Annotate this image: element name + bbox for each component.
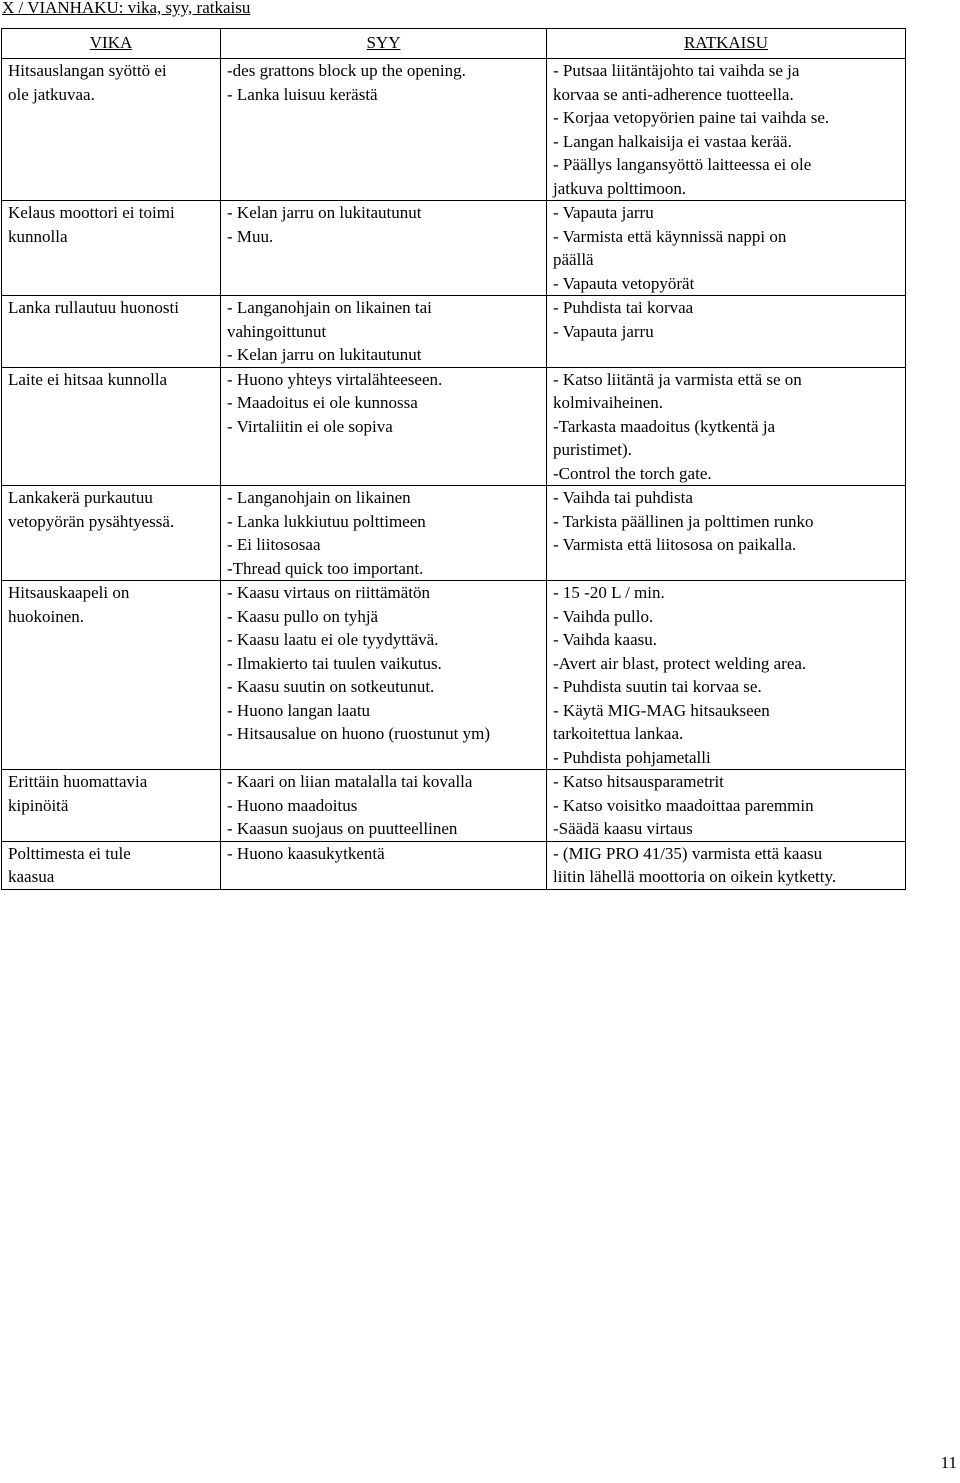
ratkaisu-cell <box>547 59 906 201</box>
ratkaisu-line: - Varmista että käynnissä nappi on <box>553 226 787 246</box>
ratkaisu-line: -Säädä kaasu virtaus <box>553 819 693 838</box>
column-header-ratkaisu: RATKAISU <box>547 29 906 59</box>
syy-line: - Lanka luisuu kerästä <box>227 84 378 104</box>
ratkaisu-line: - (MIG PRO 41/35) varmista että kaasu <box>553 843 823 863</box>
ratkaisu-line: - Vapauta vetopyörät <box>553 273 695 293</box>
ratkaisu-line: - Puhdista suutin tai korvaa se. <box>553 677 762 696</box>
syy-cell <box>221 770 547 842</box>
ratkaisu-cell <box>547 296 906 368</box>
ratkaisu-line: - Puhdista tai korvaa <box>553 298 694 317</box>
vika-line: Polttimesta ei tule <box>8 843 131 863</box>
vika-cell <box>2 581 221 770</box>
syy-line: - Ei liitososaa <box>227 535 321 554</box>
ratkaisu-line: - Päällys langansyöttö laitteessa ei ole <box>553 155 812 174</box>
table-row <box>2 581 906 770</box>
vika-cell <box>2 296 221 368</box>
vika-line: Erittäin huomattavia <box>8 772 148 791</box>
syy-line: - Langanohjain on likainen <box>227 488 411 507</box>
vika-line: kipinöitä <box>8 795 69 815</box>
syy-line: - Kaasu laatu ei ole tyydyttävä. <box>227 630 439 649</box>
ratkaisu-line: -Control the torch gate. <box>553 463 712 483</box>
page-heading: X / VIANHAKU: vika, syy, ratkaisu <box>2 0 251 17</box>
syy-cell <box>221 581 547 770</box>
vika-line: Lankakerä purkautuu <box>8 488 153 507</box>
ratkaisu-line: - Vapauta jarru <box>553 203 654 222</box>
syy-cell <box>221 59 547 201</box>
vika-line: Laite ei hitsaa kunnolla <box>8 369 168 389</box>
vika-line: Kelaus moottori ei toimi <box>8 203 175 222</box>
syy-line: - Kaasu pullo on tyhjä <box>227 606 379 626</box>
ratkaisu-line: - Käytä MIG-MAG hitsaukseen <box>553 700 770 720</box>
page-number: 11 <box>940 1453 957 1472</box>
ratkaisu-line: liitin lähellä moottoria on oikein kytketty. <box>553 867 837 886</box>
ratkaisu-line: - Langan halkaisija ei vastaa kerää. <box>553 131 792 151</box>
vika-line: huokoinen. <box>8 606 85 626</box>
ratkaisu-line: - Katso liitäntä ja varmista että se on <box>553 369 802 389</box>
syy-cell <box>221 486 547 581</box>
ratkaisu-line: -Tarkasta maadoitus (kytkentä ja <box>553 416 776 436</box>
syy-line: -Thread quick too important. <box>227 558 424 578</box>
column-header-vika: VIKA <box>2 29 221 59</box>
syy-line: - Muu. <box>227 226 274 246</box>
vika-cell <box>2 201 221 296</box>
ratkaisu-line: - Vaihda kaasu. <box>553 630 658 649</box>
syy-line: - Kelan jarru on lukitautunut <box>227 203 422 222</box>
table-row <box>2 486 906 581</box>
troubleshooting-table <box>1 28 906 890</box>
table-row <box>2 201 906 296</box>
vika-cell <box>2 841 221 889</box>
syy-cell <box>221 841 547 889</box>
table-row <box>2 367 906 486</box>
ratkaisu-cell <box>547 581 906 770</box>
syy-line: - Kaasu virtaus on riittämätön <box>227 583 431 602</box>
vika-cell <box>2 486 221 581</box>
ratkaisu-cell <box>547 201 906 296</box>
syy-line: - Ilmakierto tai tuulen vaikutus. <box>227 653 442 673</box>
ratkaisu-cell <box>547 486 906 581</box>
vika-line: vetopyörän pysähtyessä. <box>8 511 175 531</box>
ratkaisu-line: - Varmista että liitososa on paikalla. <box>553 535 797 554</box>
ratkaisu-cell <box>547 770 906 842</box>
vika-line: ole jatkuvaa. <box>8 84 95 104</box>
syy-line: - Kaari on liian matalalla tai kovalla <box>227 772 473 791</box>
syy-line: vahingoittunut <box>227 321 327 341</box>
vika-cell <box>2 59 221 201</box>
ratkaisu-cell <box>547 841 906 889</box>
syy-line: - Langanohjain on likainen tai <box>227 298 432 317</box>
ratkaisu-line: - Vapauta jarru <box>553 321 654 341</box>
syy-line: - Hitsausalue on huono (ruostunut ym) <box>227 724 490 743</box>
syy-line: - Huono yhteys virtalähteeseen. <box>227 369 443 389</box>
syy-line: - Kaasun suojaus on puutteellinen <box>227 819 458 838</box>
syy-cell <box>221 296 547 368</box>
syy-cell <box>221 367 547 486</box>
ratkaisu-cell <box>547 367 906 486</box>
ratkaisu-line: kolmivaiheinen. <box>553 393 664 412</box>
table-row <box>2 770 906 842</box>
syy-line: - Huono maadoitus <box>227 795 358 815</box>
vika-cell <box>2 367 221 486</box>
syy-line: - Kaasu suutin on sotkeutunut. <box>227 677 435 696</box>
syy-cell <box>221 201 547 296</box>
syy-line: -des grattons block up the opening. <box>227 61 466 80</box>
ratkaisu-line: - Tarkista päällinen ja polttimen runko <box>553 511 814 531</box>
syy-line: - Virtaliitin ei ole sopiva <box>227 416 393 436</box>
column-header-syy: SYY <box>221 29 547 59</box>
vika-line: Hitsauslangan syöttö ei <box>8 61 167 80</box>
ratkaisu-line: puristimet). <box>553 440 632 459</box>
ratkaisu-line: päällä <box>553 250 594 269</box>
vika-line: Hitsauskaapeli on <box>8 583 130 602</box>
syy-line: - Maadoitus ei ole kunnossa <box>227 393 418 412</box>
vika-cell <box>2 770 221 842</box>
table-row <box>2 841 906 889</box>
ratkaisu-line: jatkuva polttimoon. <box>553 178 687 198</box>
table-header-row <box>2 29 906 59</box>
ratkaisu-line: - Puhdista pohjametalli <box>553 747 711 767</box>
syy-line: - Huono langan laatu <box>227 700 371 720</box>
vika-line: kaasua <box>8 867 55 886</box>
ratkaisu-line: - 15 -20 L / min. <box>553 583 665 602</box>
syy-line: - Kelan jarru on lukitautunut <box>227 345 422 364</box>
ratkaisu-line: - Vaihda tai puhdista <box>553 488 693 507</box>
syy-line: - Huono kaasukytkentä <box>227 843 385 863</box>
syy-line: - Lanka lukkiutuu polttimeen <box>227 511 426 531</box>
ratkaisu-line: -Avert air blast, protect welding area. <box>553 653 807 673</box>
vika-line: kunnolla <box>8 226 68 246</box>
vika-line: Lanka rullautuu huonosti <box>8 298 179 317</box>
table-row <box>2 59 906 201</box>
ratkaisu-line: korvaa se anti-adherence tuotteella. <box>553 84 794 104</box>
ratkaisu-line: tarkoitettua lankaa. <box>553 724 684 743</box>
ratkaisu-line: - Katso hitsausparametrit <box>553 772 724 791</box>
ratkaisu-line: - Vaihda pullo. <box>553 606 654 626</box>
table-row <box>2 296 906 368</box>
ratkaisu-line: - Putsaa liitäntäjohto tai vaihda se ja <box>553 61 800 80</box>
ratkaisu-line: - Korjaa vetopyörien paine tai vaihda se. <box>553 108 830 127</box>
ratkaisu-line: - Katso voisitko maadoittaa paremmin <box>553 795 814 815</box>
